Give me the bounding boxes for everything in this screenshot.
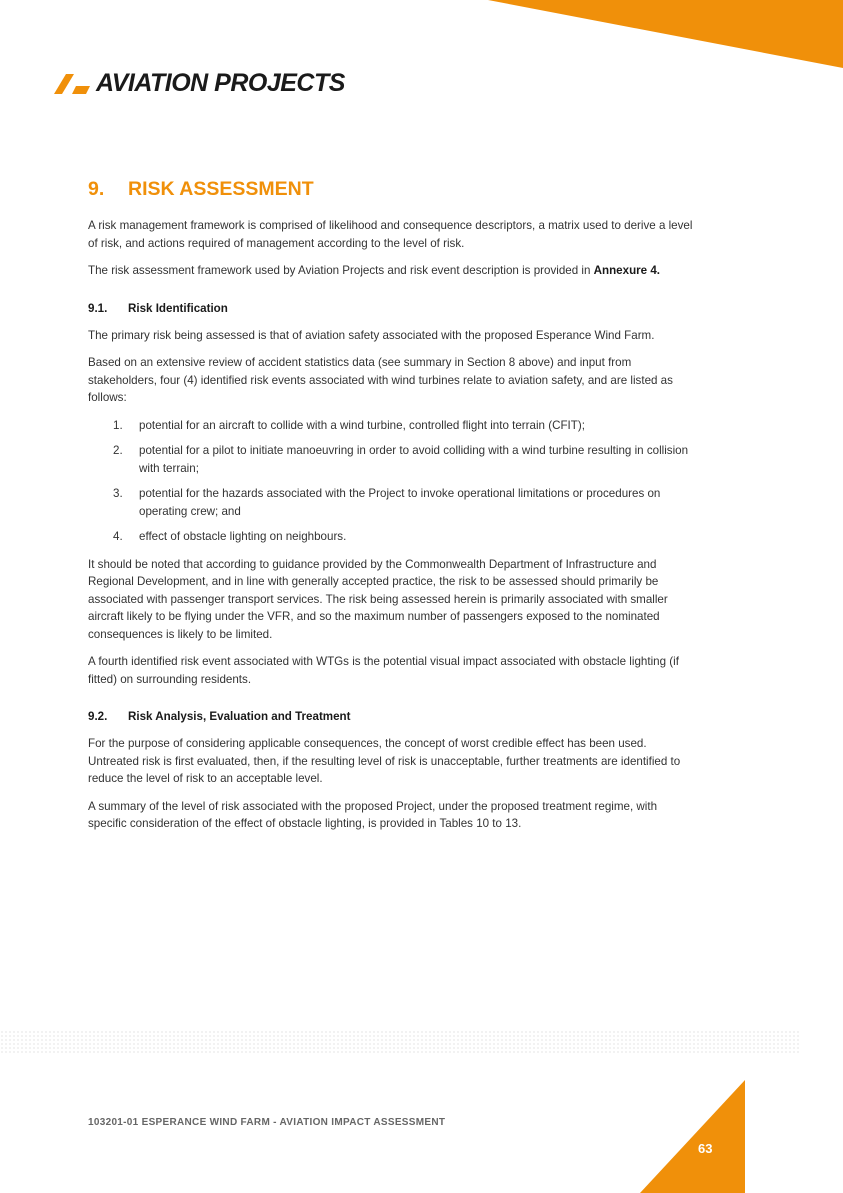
subsection-title: Risk Identification [128, 301, 228, 315]
subsection-heading-9-2 [88, 710, 694, 723]
logo-text: AVIATION PROJECTS [96, 68, 345, 97]
section-number: 9. [88, 178, 105, 200]
page-number: 63 [698, 1141, 713, 1156]
subsection-title: Risk Analysis, Evaluation and Treatment [128, 710, 351, 723]
section-heading [88, 178, 694, 201]
dotted-footer-band [0, 1030, 800, 1054]
page-number-triangle [640, 1080, 745, 1193]
risk-events-list [88, 417, 694, 546]
subsection-heading-9-1 [88, 302, 694, 315]
list-item [88, 528, 694, 546]
risk-identification-paragraph-1: The primary risk being assessed is that of aviation safety associated with the proposed Esperance Wind Farm. [88, 328, 655, 342]
list-item-text: potential for the hazards associated with the Project to invoke operational limitations or procedures on operating crew; and [139, 487, 661, 518]
subsection-number: 9.2. [88, 710, 108, 723]
footer-document-title: 103201-01 ESPERANCE WIND FARM - AVIATION IMPACT ASSESSMENT [88, 1117, 446, 1128]
risk-analysis-paragraph-2: A summary of the level of risk associated with the proposed Project, under the proposed treatment regime, with specific consideration of the effect of obstacle lighting, is provided in Tables 10 to 13. [88, 799, 658, 830]
list-item-number: 2. [113, 444, 123, 457]
list-item-text: potential for a pilot to initiate manoeuvring in order to avoid colliding with a wind turbine resulting in collision with terrain; [139, 444, 689, 475]
list-item-text: effect of obstacle lighting on neighbours. [139, 530, 347, 543]
subsection-number: 9.1. [88, 301, 108, 315]
list-item-number: 3. [113, 487, 123, 500]
company-logo [52, 68, 345, 98]
intro-paragraph-2 [88, 262, 694, 280]
risk-identification-paragraph-3: It should be noted that according to guidance provided by the Commonwealth Department of Infrastructure and Regional Development, and in line with generally accepted practice, the risk to be assessed should primarily be associated with passenger transport services. The risk being assessed herein is primarily associated with smaller aircraft likely to be flying under the VFR, and so the maximum number of passengers exposed to the nominated consequences is likely to be limited. [88, 557, 668, 641]
list-item-number: 1. [113, 418, 123, 432]
page-content [88, 178, 694, 843]
risk-analysis-paragraph-1: For the purpose of considering applicable consequences, the concept of worst credible effect has been used. Untreated risk is first evaluated, then, if the resulting level of risk is unacceptable, further treatments are identified to reduce the level of risk to an acceptable level. [88, 737, 681, 785]
risk-identification-paragraph-2: Based on an extensive review of accident statistics data (see summary in Section 8 above) and input from stakeholders, four (4) identified risk events associated with wind turbines relate to aviation safety, and are listed as follows: [88, 356, 673, 404]
list-item [88, 485, 694, 520]
list-item-text: potential for an aircraft to collide with a wind turbine, controlled flight into terrain (CFIT); [139, 418, 585, 432]
logo-mark-icon [52, 70, 92, 96]
intro-paragraph-2-text: The risk assessment framework used by Aviation Projects and risk event description is provided in [88, 264, 594, 277]
list-item [88, 417, 694, 435]
section-title: RISK ASSESSMENT [128, 178, 314, 200]
intro-paragraph-1: A risk management framework is comprised of likelihood and consequence descriptors, a matrix used to derive a level of risk, and actions required of management according to the level of risk. [88, 219, 693, 250]
list-item-number: 4. [113, 530, 123, 543]
annexure-reference: Annexure 4. [593, 264, 661, 277]
list-item [88, 442, 694, 477]
risk-identification-paragraph-4: A fourth identified risk event associated with WTGs is the potential visual impact associated with obstacle lighting (if fitted) on surrounding residents. [88, 655, 679, 686]
